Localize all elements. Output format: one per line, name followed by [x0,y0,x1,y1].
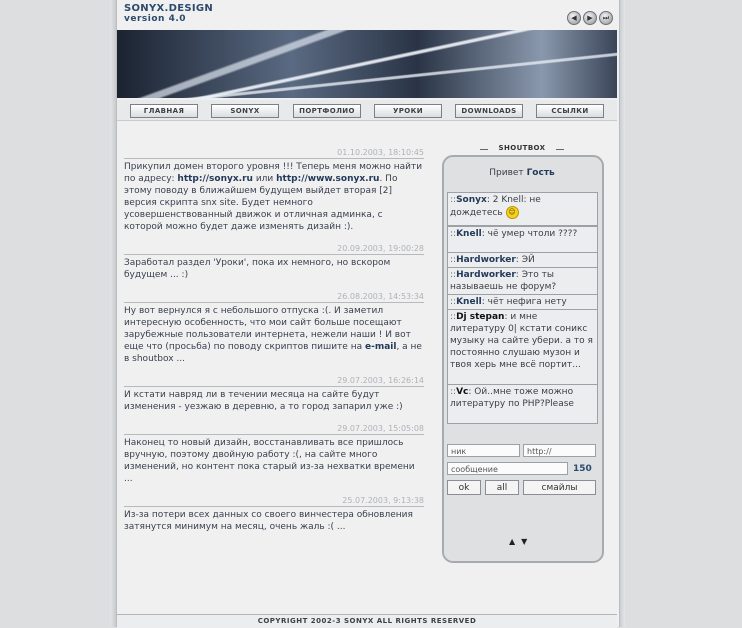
site-logo[interactable] [124,4,213,24]
menu-item-home[interactable]: ГЛАВНАЯ [130,104,198,118]
back-arrow-icon[interactable]: ◀ [567,11,581,25]
nick-input[interactable]: ник [447,444,520,457]
shout-nick[interactable]: Vc [456,387,469,397]
shout-message: ::Hardworker: ЭЙ [447,252,598,268]
shout-message: ::Knell: чё умер чтоли ???? [447,226,598,254]
forward-arrow-icon[interactable]: ▶ [583,11,597,25]
logo-title: SONYX.DESIGN [124,3,214,14]
news-date: 29.07.2003, 16:26:14 [337,376,424,385]
news-divider [124,386,424,387]
shout-nick[interactable]: Hardworker [456,270,516,280]
url-input[interactable]: http:// [523,444,596,457]
footer-copyright: COPYRIGHT 2002-3 SONYX ALL RIGHTS RESERVED [117,614,617,628]
skip-forward-icon[interactable]: ⏭ [599,11,613,25]
scroll-up-icon[interactable]: ▲ [509,537,522,546]
menu-item-lessons[interactable]: УРОКИ [374,104,442,118]
shout-message: ::Dj stepan: и мне литературу 0| кстати соникс музыку на сайте убери. а то я постоянно слушаю музон и твоя херь мне всё портит... [447,309,598,385]
shout-nick[interactable]: Hardworker [456,255,516,265]
shout-nick[interactable]: Sonyx [456,195,487,205]
news-date: 20.09.2003, 19:00:28 [337,244,424,253]
news-text: Ну вот вернулся я с небольшого отпуска :(. И заметил интересную особенность, что мои сайт больше посещают зарубежные пользователи интернета, нежели наши ! И вот еще что (просьба) по поводу скриптов пишите на e-mail, а не в shoutbox ... [124,306,422,364]
guest-name: Гость [526,168,555,178]
news-link[interactable]: http://www.sonyx.ru [276,174,380,184]
news-text: Наконец то новый дизайн, восстанавливать все пришлось вручную, поэтому двойную работу :(, на сайте много изменений, но контент пока старый из-за нехватки времени ... [124,438,415,484]
smile-icon: ☺ [506,206,519,219]
shout-message: ::Sonyx: 2 Knell: не дождетесь ☺ [447,192,598,226]
news-text: Прикупил домен второго уровня !!! Теперь меня можно найти по адресу: http://sonyx.ru или http://www.sonyx.ru. По этому поводу в ближайшем будущем выйдет вторая [2] версия скрипта snx site. Будет немного усовершенствованный движок и отличная админка, с которой можно будет даже изменять дизайн :). [124,162,423,232]
news-divider [124,254,424,255]
news-text: И кстати навряд ли в течении месяца на сайте будут изменения - уезжаю в деревню, а то город запарил уже :) [124,390,403,412]
news-link[interactable]: http://sonyx.ru [177,174,253,184]
news-divider [124,434,424,435]
menu-item-downloads[interactable]: DOWNLOADS [455,104,523,118]
news-text: Заработал раздел 'Уроки', пока их немного, но вскором будущем ... :) [124,258,391,280]
message-input[interactable]: сообщение [447,462,568,475]
news-divider [124,506,424,507]
shout-nick[interactable]: Knell [456,297,482,307]
news-divider [124,302,424,303]
news-date: 26.08.2003, 14:53:34 [337,292,424,301]
shoutbox-scroll [509,537,533,546]
header-banner-image [117,30,617,98]
scroll-down-icon[interactable]: ▼ [521,537,534,546]
news-date: 29.07.2003, 15:05:08 [337,424,424,433]
news-text: Из-за потери всех данных со своего винчестера обновления затянутся минимум на месяц, очень жаль :( ... [124,510,413,532]
shout-message: ::Hardworker: Это ты называешь не форум? [447,267,598,295]
shout-nick[interactable]: Knell [456,229,482,239]
news-divider [124,158,424,159]
menu-item-sonyx[interactable]: SONYX [211,104,279,118]
shout-message: ::Knell: чёт нефига нету [447,294,598,310]
shoutbox-title: SHOUTBOX [480,144,564,154]
shout-nick[interactable]: Dj stepan [456,312,505,322]
menu-item-portfolio[interactable]: ПОРТФОЛИО [293,104,361,118]
shout-message: ::Vc: Ой..мне тоже можно литературу по PHP?Please [447,384,598,424]
news-date: 01.10.2003, 18:10:45 [337,148,424,157]
ok-button[interactable]: ok [447,480,481,495]
email-link[interactable]: e-mail [364,342,397,352]
news-date: 25.07.2003, 9:13:38 [342,496,424,505]
menu-item-links[interactable]: ССЫЛКИ [536,104,604,118]
all-button[interactable]: all [485,480,519,495]
char-counter: 150 [573,464,592,474]
logo-version: version 4.0 [124,14,187,24]
shoutbox-greeting: Привет Гость [489,168,555,178]
smiles-button[interactable]: смайлы [523,480,596,495]
